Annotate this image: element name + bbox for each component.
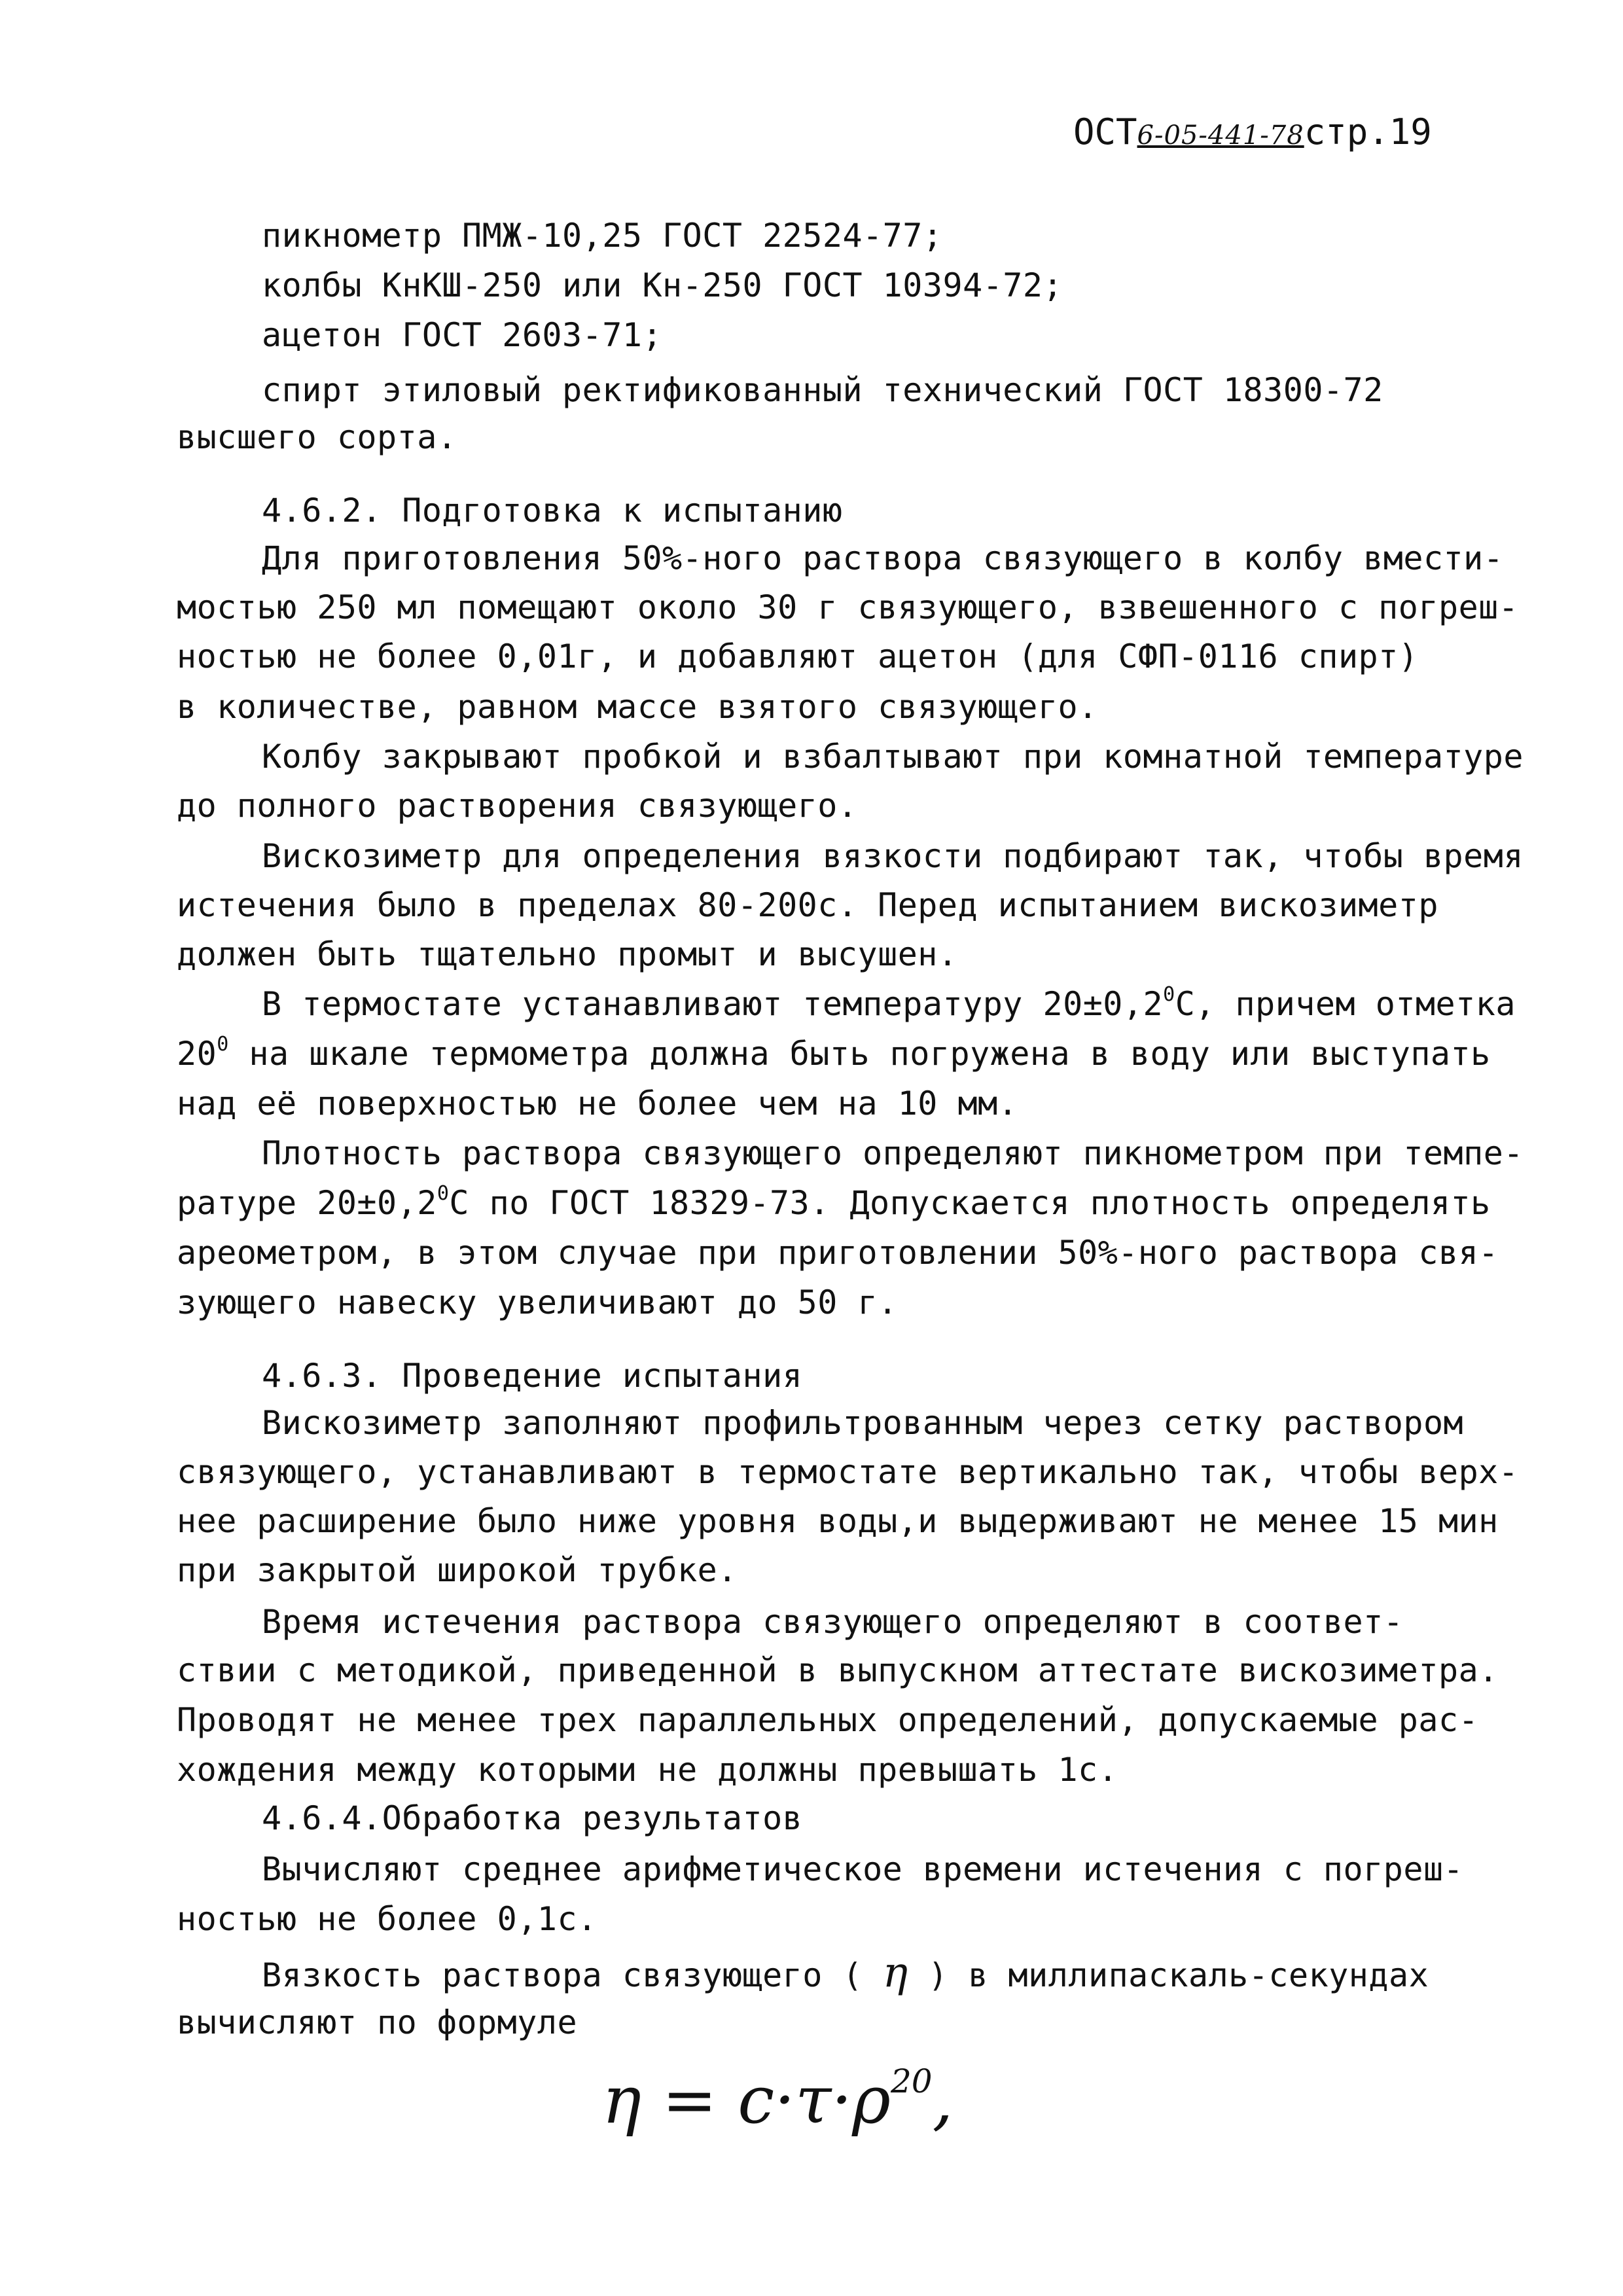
text-line: ратуре $20\pm 0,2^0С$ по ГОСТ 18329-73. Допускается плотность определять — [177, 1182, 1491, 1222]
viscosity-formula: $\eta = c\cdot\tau\cdot\rho^{20}$, — [602, 2062, 954, 2138]
text-line: вычисляют по формуле — [177, 2003, 578, 2041]
eta-symbol: η — [882, 1948, 908, 1997]
text-line: Время истечения раствора связующего определяют в соответ- — [262, 1603, 1404, 1641]
text-line: ареометром, в этом случае при приготовлении 50%-ного раствора свя- — [177, 1234, 1499, 1272]
text-line: Вязкость раствора связующего ( η ) в миллипаскаль-секундах — [262, 1948, 1429, 1997]
text-line: истечения было в пределах 80-200с. Перед испытанием вискозиметр — [177, 886, 1438, 924]
text-line: колбы КнКШ-250 или Кн-250 ГОСТ 10394-72; — [262, 266, 1063, 304]
text-line: Для приготовления 50%-ного раствора связующего в колбу вмести- — [262, 539, 1504, 577]
standard-prefix: ОСТ — [1073, 111, 1137, 152]
text-line: Проводят не менее трех параллельных определений, допускаемые рас- — [177, 1701, 1479, 1739]
page-header — [1073, 111, 1432, 152]
text-line: ностью не более 0,1с. — [177, 1900, 597, 1938]
text-line: высшего сорта. — [177, 418, 457, 456]
text-line: хождения между которыми не должны превышать 1с. — [177, 1751, 1118, 1789]
section-heading: 4.6.4.Обработка результатов — [262, 1799, 803, 1837]
text-line: ствии с методикой, приведенной в выпускном аттестате вискозиметра. — [177, 1651, 1499, 1689]
text-line: Колбу закрывают пробкой и взбалтывают при комнатной температуре — [262, 738, 1524, 776]
page-number: стр.19 — [1304, 111, 1432, 152]
text-line: до полного растворения связующего. — [177, 787, 858, 825]
text-line: спирт этиловый ректификованный технический ГОСТ 18300-72 — [262, 371, 1383, 409]
text-line: над её поверхностью не более чем на 10 мм. — [177, 1085, 1018, 1122]
text-line: должен быть тщательно промыт и высушен. — [177, 935, 958, 973]
text-line: нее расширение было ниже уровня воды,и выдерживают не менее 15 мин — [177, 1502, 1499, 1540]
text-line: в количестве, равном массе взятого связующего. — [177, 688, 1098, 726]
text-line: Вискозиметр заполняют профильтрованным через сетку раствором — [262, 1404, 1464, 1442]
section-heading: 4.6.3. Проведение испытания — [262, 1357, 803, 1395]
text-line: Вискозиметр для определения вязкости подбирают так, чтобы время — [262, 837, 1524, 875]
text-line: ностью не более 0,01г, и добавляют ацетон (для СФП-0116 спирт) — [177, 637, 1419, 675]
text-line: В термостате устанавливают температуру $20\pm 0,2^0С$, причем отметка — [262, 983, 1516, 1023]
text-line: $20^0$ на шкале термометра должна быть погружена в воду или выступать — [177, 1033, 1491, 1073]
text-line: Плотность раствора связующего определяют пикнометром при темпе- — [262, 1134, 1524, 1172]
text-line: ацетон ГОСТ 2603-71; — [262, 316, 663, 354]
text-line: зующего навеску увеличивают до 50 г. — [177, 1283, 898, 1321]
standard-code: 6-05-441-78 — [1137, 120, 1304, 151]
text-line: при закрытой широкой трубке. — [177, 1551, 738, 1589]
text-line: мостью 250 мл помещают около 30 г связующего, взвешенного с погреш- — [177, 588, 1519, 626]
text-line: Вычисляют среднее арифметическое времени истечения с погреш- — [262, 1850, 1464, 1888]
section-heading: 4.6.2. Подготовка к испытанию — [262, 492, 843, 529]
text-line: связующего, устанавливают в термостате вертикально так, чтобы верх- — [177, 1453, 1519, 1491]
text-line: пикнометр ПМЖ-10,25 ГОСТ 22524-77; — [262, 217, 943, 255]
